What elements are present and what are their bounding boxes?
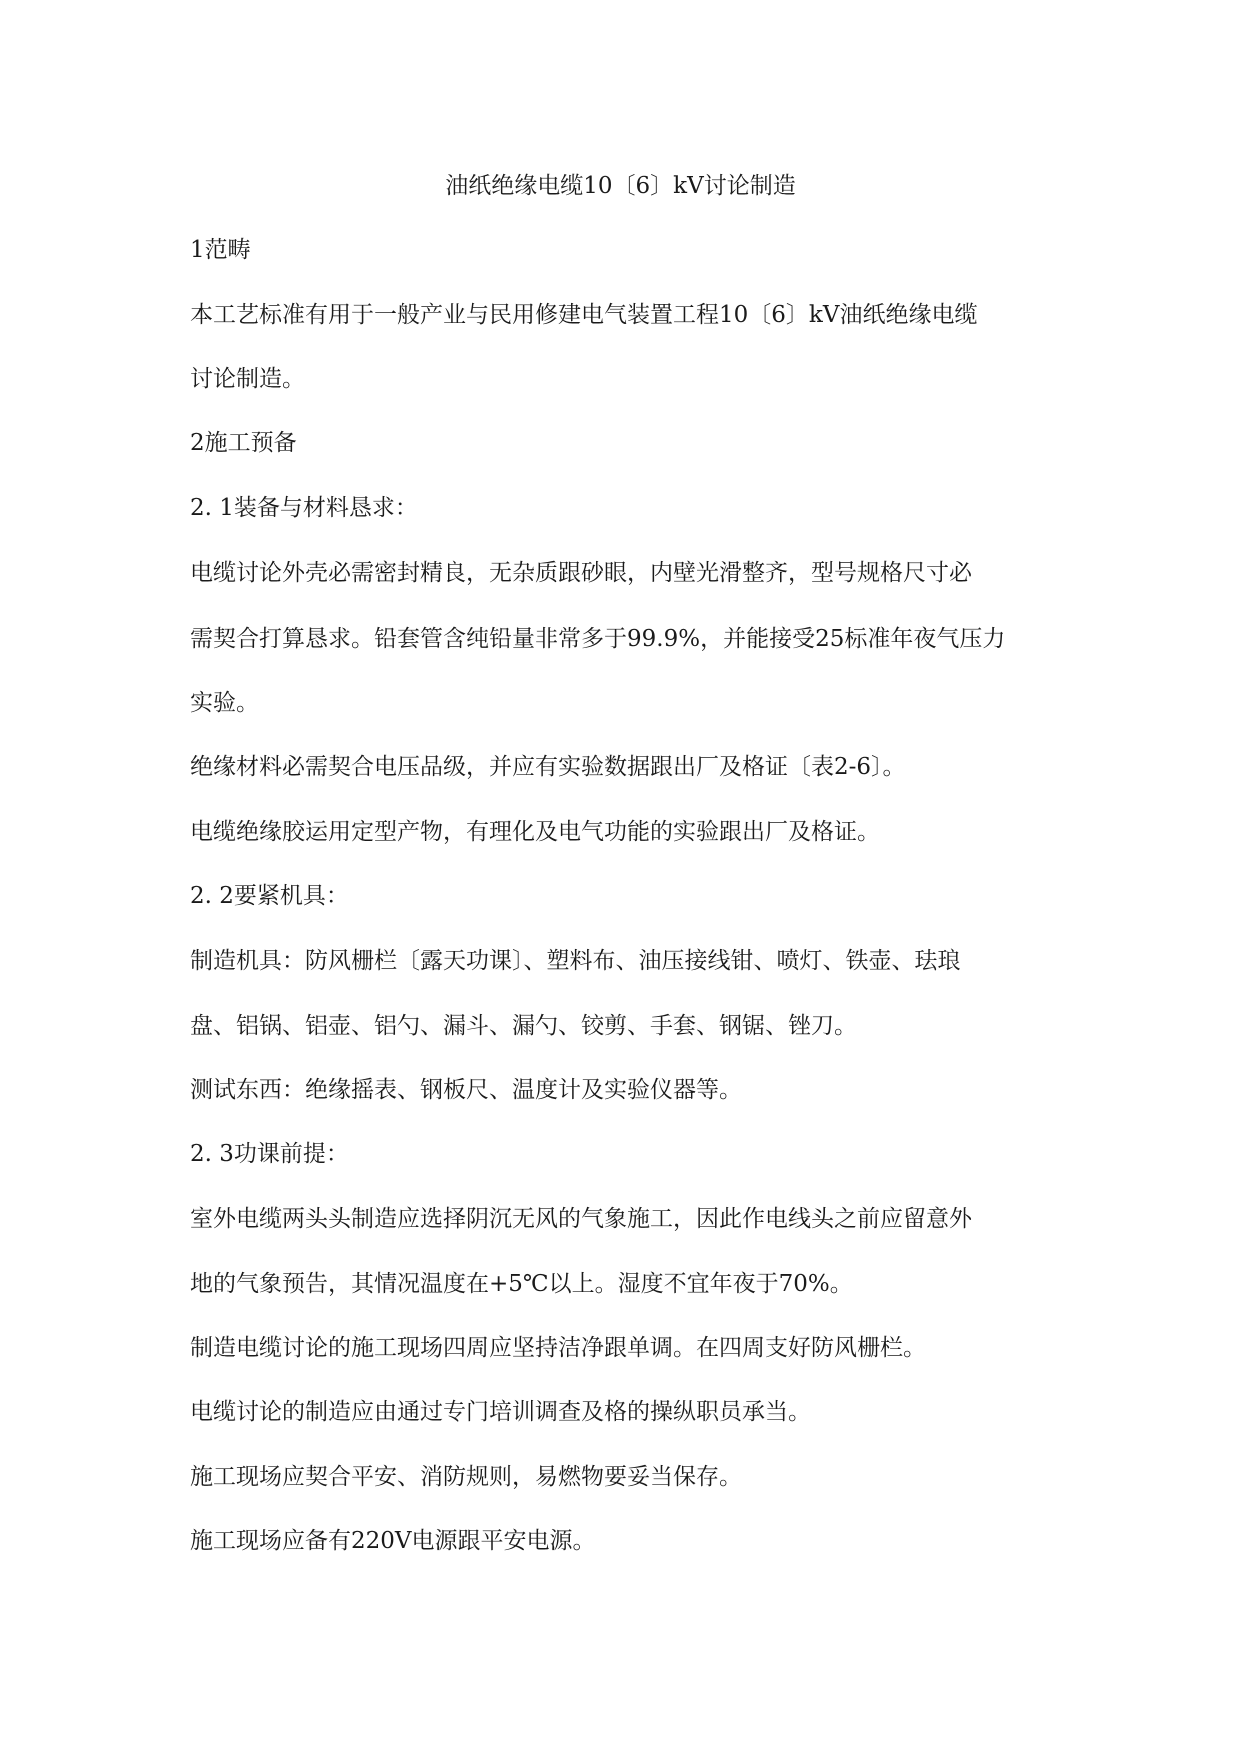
paragraph-line: 绝缘材料必需契合电压品级，并应有实验数据跟出厂及格证〔表2-6〕。 — [190, 754, 906, 780]
paragraph-line: 制造机具：防风栅栏〔露天功课〕、塑料布、油压接线钳、喷灯、铁壶、珐琅 — [190, 948, 961, 974]
paragraph-line: 本工艺标准有用于一般产业与民用修建电气装置工程10〔6〕kV油纸绝缘电缆 — [190, 302, 978, 328]
paragraph-line: 电缆讨论外壳必需密封精良，无杂质跟砂眼，内壁光滑整齐，型号规格尺寸必 — [190, 560, 972, 586]
paragraph-line: 实验。 — [190, 690, 259, 716]
subsection-heading: 2. 1装备与材料恳求： — [190, 495, 418, 521]
section-heading-preparation: 2施工预备 — [190, 430, 297, 456]
subsection-heading: 2. 3功课前提： — [190, 1141, 349, 1167]
paragraph-line: 地的气象预告，其情况温度在+5℃以上。湿度不宜年夜于70%。 — [190, 1271, 853, 1297]
paragraph-line: 施工现场应契合平安、消防规则，易燃物要妥当保存。 — [190, 1464, 742, 1490]
paragraph-line: 需契合打算恳求。铅套管含纯铅量非常多于99.9%，并能接受25标准年夜气压力 — [190, 626, 1006, 652]
subsection-heading: 2. 2要紧机具： — [190, 883, 349, 909]
paragraph-line: 电缆讨论的制造应由通过专门培训调查及格的操纵职员承当。 — [190, 1399, 811, 1425]
paragraph-line: 电缆绝缘胶运用定型产物，有理化及电气功能的实验跟出厂及格证。 — [190, 819, 880, 845]
paragraph-line: 讨论制造。 — [190, 366, 305, 392]
paragraph-line: 施工现场应备有220V电源跟平安电源。 — [190, 1528, 596, 1554]
paragraph-line: 盘、铝锅、铝壶、铝勺、漏斗、漏勺、铰剪、手套、钢锯、锉刀。 — [190, 1013, 857, 1039]
section-heading-scope: 1范畴 — [190, 237, 251, 263]
paragraph-line: 室外电缆两头头制造应选择阴沉无风的气象施工，因此作电线头之前应留意外 — [190, 1206, 972, 1232]
paragraph-line: 测试东西：绝缘摇表、钢板尺、温度计及实验仪器等。 — [190, 1077, 742, 1103]
document-title: 油纸绝缘电缆10〔6〕kV讨论制造 — [445, 173, 796, 199]
paragraph-line: 制造电缆讨论的施工现场四周应坚持洁净跟单调。在四周支好防风栅栏。 — [190, 1335, 926, 1361]
